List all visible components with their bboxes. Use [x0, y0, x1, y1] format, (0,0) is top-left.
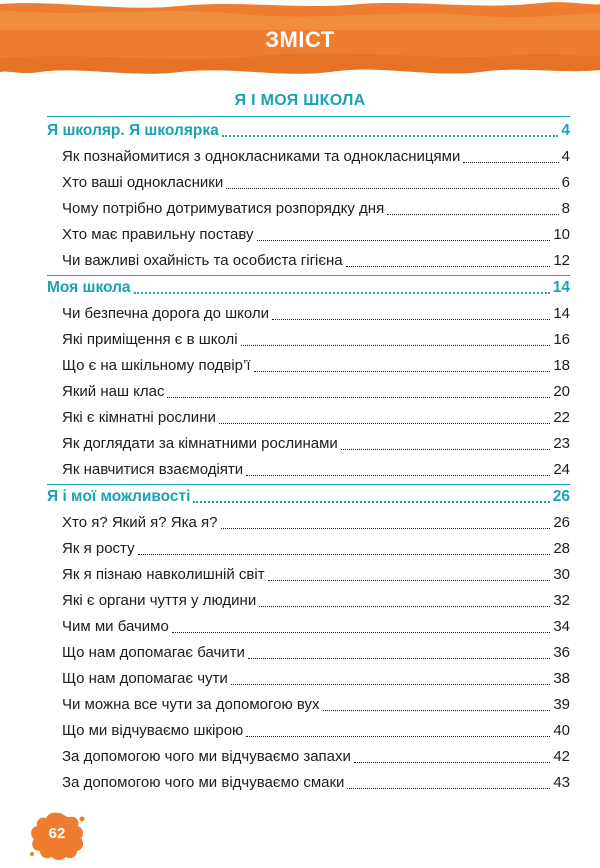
item-title: Що нам допомагає чути	[62, 670, 228, 687]
toc-item[interactable]	[62, 458, 570, 482]
dot-leader	[167, 396, 550, 398]
item-title: Як я пізнаю навколишній світ	[62, 566, 265, 583]
page-ref: 36	[553, 644, 570, 661]
page-ref: 12	[553, 252, 570, 269]
toc-chapter[interactable]	[47, 119, 570, 143]
toc-item[interactable]	[62, 771, 570, 795]
page-ref: 38	[553, 670, 570, 687]
dot-leader	[222, 134, 559, 137]
dot-leader	[219, 422, 550, 424]
toc-item[interactable]	[62, 432, 570, 456]
toc-item[interactable]	[62, 641, 570, 665]
dot-leader	[246, 474, 550, 476]
item-title: Як я росту	[62, 540, 135, 557]
page-ref: 4	[561, 148, 570, 165]
toc-item[interactable]	[62, 354, 570, 378]
toc-item[interactable]	[62, 693, 570, 717]
dot-leader	[221, 527, 551, 529]
page-ref: 8	[561, 200, 570, 217]
page-ref: 14	[553, 305, 570, 322]
toc-item[interactable]	[62, 328, 570, 352]
page-ref: 26	[552, 488, 570, 505]
toc-item[interactable]	[62, 745, 570, 769]
item-title: Які є кімнатні рослини	[62, 409, 216, 426]
item-title: Як навчитися взаємодіяти	[62, 461, 244, 478]
page-ref: 26	[553, 514, 570, 531]
dot-leader	[354, 761, 550, 763]
item-title: Чи безпечна дорога до школи	[62, 305, 270, 322]
dot-leader	[387, 213, 558, 215]
toc-item[interactable]	[62, 589, 570, 613]
item-title: Що нам допомагає бачити	[62, 644, 245, 661]
page-ref: 34	[553, 618, 570, 635]
page-ref: 39	[553, 696, 570, 713]
item-title: Хто має правильну поставу	[62, 226, 254, 243]
dot-leader	[323, 709, 551, 711]
toc-item[interactable]	[62, 511, 570, 535]
section-heading: Я І МОЯ ШКОЛА	[234, 92, 366, 109]
toc-item[interactable]	[62, 302, 570, 326]
page-number: 62	[48, 825, 66, 842]
toc-chapter[interactable]	[47, 276, 570, 300]
toc-item[interactable]	[62, 563, 570, 587]
dot-leader	[463, 161, 558, 163]
toc-item[interactable]	[62, 380, 570, 404]
page-ref: 18	[553, 357, 570, 374]
toc-item[interactable]	[62, 667, 570, 691]
item-title: Що ми відчуваємо шкірою	[62, 722, 244, 739]
item-title: Які приміщення є в школі	[62, 331, 238, 348]
toc-item[interactable]	[62, 171, 570, 195]
item-title: Який наш клас	[62, 383, 165, 400]
dot-leader	[134, 291, 550, 294]
item-title: Як познайомитися з однокласниками та однокласницями	[62, 148, 461, 165]
dot-leader	[257, 239, 551, 241]
item-title: Чим ми бачимо	[62, 618, 169, 635]
dot-leader	[254, 370, 551, 372]
toc-chapter[interactable]	[47, 485, 570, 509]
item-title: Хто я? Який я? Яка я?	[62, 514, 218, 531]
dot-leader	[193, 500, 549, 503]
page-ref: 30	[553, 566, 570, 583]
page-ref: 40	[553, 722, 570, 739]
item-title: Чи можна все чути за допомогою вух	[62, 696, 320, 713]
page-ref: 10	[553, 226, 570, 243]
chapter-title: Моя школа	[47, 279, 131, 296]
page-ref: 4	[561, 122, 570, 139]
dot-leader	[341, 448, 551, 450]
toc-item[interactable]	[62, 249, 570, 273]
dot-leader	[268, 579, 551, 581]
section-rule	[47, 116, 570, 117]
page-ref: 23	[553, 435, 570, 452]
toc-item[interactable]	[62, 719, 570, 743]
page-ref: 6	[561, 174, 570, 191]
dot-leader	[241, 344, 551, 346]
toc-item[interactable]	[62, 615, 570, 639]
dot-leader	[138, 553, 551, 555]
toc-item[interactable]	[62, 537, 570, 561]
dot-leader	[231, 683, 551, 685]
item-title: За допомогою чого ми відчуваємо запахи	[62, 748, 351, 765]
dot-leader	[248, 657, 550, 659]
page-number-badge	[28, 810, 86, 862]
page-title: ЗМІСТ	[265, 27, 335, 52]
toc-item[interactable]	[62, 197, 570, 221]
toc-item[interactable]	[62, 223, 570, 247]
page-ref: 43	[553, 774, 570, 791]
dot-leader	[346, 265, 551, 267]
dot-leader	[172, 631, 550, 633]
toc-item[interactable]	[62, 145, 570, 169]
page-ref: 42	[553, 748, 570, 765]
page-ref: 24	[553, 461, 570, 478]
item-title: Як доглядати за кімнатними рослинами	[62, 435, 338, 452]
item-title: Які є органи чуття у людини	[62, 592, 257, 609]
page-ref: 14	[552, 279, 570, 296]
dot-leader	[226, 187, 558, 189]
dot-leader	[246, 735, 550, 737]
item-title: За допомогою чого ми відчуваємо смаки	[62, 774, 345, 791]
item-title: Чи важливі охайність та особиста гігієна	[62, 252, 343, 269]
item-title: Чому потрібно дотримуватися розпорядку дня	[62, 200, 385, 217]
page-ref: 20	[553, 383, 570, 400]
toc-item[interactable]	[62, 406, 570, 430]
item-title: Що є на шкільному подвір’ї	[62, 357, 251, 374]
dot-leader	[259, 605, 550, 607]
page-ref: 28	[553, 540, 570, 557]
page-ref: 16	[553, 331, 570, 348]
page-ref: 32	[553, 592, 570, 609]
dot-leader	[347, 787, 550, 789]
chapter-title: Я і мої можливості	[47, 488, 191, 505]
chapter-title: Я школяр. Я школярка	[47, 122, 219, 139]
dot-leader	[272, 318, 550, 320]
page-ref: 22	[553, 409, 570, 426]
item-title: Хто ваші однокласники	[62, 174, 224, 191]
